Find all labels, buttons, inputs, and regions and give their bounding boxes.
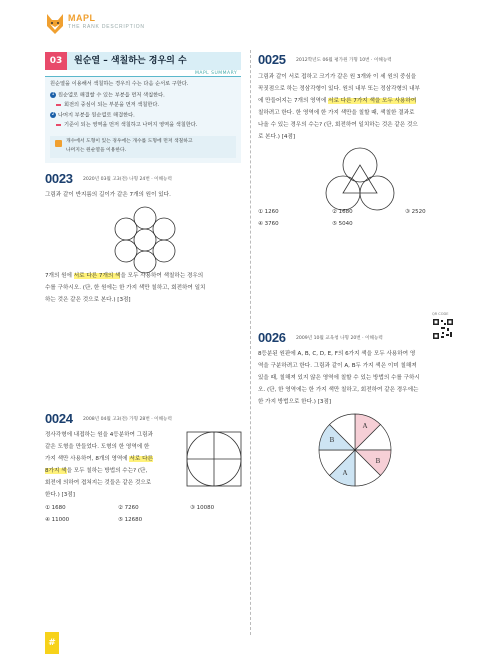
choice-1[interactable]: ① 1680 <box>45 505 66 511</box>
choice-1[interactable]: ① 1260 <box>258 209 279 215</box>
problem-text: 하는 것은 같은 것으로 본다.) [3점] <box>45 297 131 303</box>
summary-step-2: 2 나머지 부분을 원순열로 해결한다. <box>51 112 135 119</box>
problem-text: 꼭짓점으로 하는 정삼각형이 있다. 원의 내부 또는 정삼각형의 내부 <box>258 86 420 92</box>
problem-text: 그림과 같이 서로 접하고 크기가 같은 원 3개와 이 세 원의 중심을 <box>258 74 417 80</box>
choice-2[interactable]: ② 1680 <box>332 209 353 215</box>
problem-text: 칠하려고 한다. 한 영역에 한 가지 색만을 칠할 때, 색칠한 결과로 <box>258 110 415 116</box>
problem-text: 한 가지 방법으로 한다.) [3점] <box>258 399 332 405</box>
page-number: # <box>45 632 59 654</box>
section-number: 03 <box>45 52 67 70</box>
problem-text: 가지 색만 사용하여, 8개의 영역에 서로 다른 <box>45 456 153 462</box>
square-circle-figure <box>186 431 242 487</box>
problem-text: 수를 구하시오. (단, 한 원에는 한 가지 색만 칠하고, 회전하여 일치 <box>45 285 206 291</box>
choice-2[interactable]: ② 7260 <box>118 505 139 511</box>
problem-text: 로 본다.) [4점] <box>258 134 296 140</box>
problem-text: 7개의 원에 서로 다른 7개의 색을 모두 사용하여 색칠하는 경우의 <box>45 273 204 279</box>
brand-name: MAPL <box>68 13 96 23</box>
arrow-icon <box>56 104 61 106</box>
step-badge: 2 <box>51 112 55 117</box>
summary-step-1: 1 원순열로 해결할 수 있는 부분을 먼저 색칠한다. <box>51 92 165 99</box>
problem-text: 8등분된 원판에 A, B, C, D, E, F의 6가지 색을 모두 사용하여 영 <box>258 351 416 357</box>
problem-text: 에 만들어지는 7개의 영역에 서로 다른 7가지 색을 모두 사용하여 <box>258 98 417 104</box>
problem-text: 8가지 색을 모두 칠하는 방법의 수는? (단, <box>45 468 148 474</box>
eight-sector-disc-figure <box>315 410 395 490</box>
choice-5[interactable]: ⑤ 12680 <box>118 517 143 523</box>
tip-line-1: 개수에서 도형이 있는 경우에는 개수를 도형에 먼저 색칠하고 <box>66 139 193 144</box>
section-tag: MAPL SUMMARY <box>195 71 238 76</box>
column-divider <box>250 50 251 635</box>
step-badge: 1 <box>51 92 55 97</box>
problem-text: 같은 도형을 만들었다. 도형의 한 영역에 한 <box>45 444 150 450</box>
summary-step-2-detail: 기준이 되는 영역을 먼저 색칠하고 나머지 영역을 색칠한다. <box>56 122 197 129</box>
problem-meta: 2020년 03월 고3(전) 나형 24번 · 이해능력 <box>83 177 172 182</box>
problem-text: 회전에 의하여 겹쳐지는 것들은 같은 것으로 <box>45 480 152 486</box>
choice-4[interactable]: ④ 11000 <box>45 517 70 523</box>
problem-number: 0023 <box>45 171 73 186</box>
choice-4[interactable]: ④ 3760 <box>258 221 279 227</box>
problem-meta: 2012학년도 06월 평가원 가형 10번 · 이해능력 <box>296 58 392 63</box>
arrow-icon <box>56 124 61 126</box>
problem-text: 역을 구분하려고 한다. 그림과 같이 A, B두 가지 색은 이미 칠해져 <box>258 363 417 369</box>
problem-text: 나올 수 있는 경우의 수는? (단, 회전하여 일치하는 것은 같은 것으 <box>258 122 418 128</box>
choice-5[interactable]: ⑤ 5040 <box>332 221 353 227</box>
tip-icon <box>55 140 62 147</box>
qr-code-icon[interactable] <box>432 318 454 340</box>
sector-label: A <box>362 422 368 430</box>
three-circles-triangle-figure <box>315 145 405 215</box>
choice-3[interactable]: ③ 10080 <box>190 505 215 511</box>
problem-text: 정사각형에 내접하는 원을 4등분하여 그림과 <box>45 432 153 438</box>
seven-circles-figure <box>105 205 185 275</box>
summary-intro: 원순열을 이용해서 색칠하는 경우의 수는 다음 순서로 구한다. <box>50 81 189 87</box>
qr-label: QR CODE <box>432 312 449 316</box>
problem-text: 그림과 같이 반지름의 길이가 같은 7개의 원이 있다. <box>45 192 171 198</box>
problem-text: 한다.) [3점] <box>45 492 75 498</box>
fox-logo-icon <box>45 12 65 36</box>
section-title: 원순열 – 색칠하는 경우의 수 <box>74 56 187 66</box>
summary-step-1-detail: 회전의 중심이 되는 부분을 먼저 색칠한다. <box>56 102 159 109</box>
brand-subtitle: THE RANK DESCRIPTION <box>68 24 145 30</box>
problem-meta: 2008년 04월 고3(전) 가형 28번 · 이해능력 <box>83 417 172 422</box>
problem-number: 0026 <box>258 330 286 345</box>
problem-meta: 2009년 10월 교육청 나형 20번 · 이해능력 <box>296 336 383 341</box>
problem-text: 오. (단, 한 영역에는 한 가지 색만 칠하고, 회전하여 같은 경우에는 <box>258 387 419 393</box>
choice-3[interactable]: ③ 2520 <box>405 209 426 215</box>
sector-label: A <box>342 469 348 477</box>
problem-number: 0025 <box>258 52 286 67</box>
sector-label: B <box>329 436 335 444</box>
problem-number: 0024 <box>45 411 73 426</box>
problem-text: 있을 때, 칠해져 있지 않은 영역에 칠할 수 있는 방법의 수를 구하시 <box>258 375 420 381</box>
sector-label: B <box>375 457 381 465</box>
tip-line-2: 나머지는 원순열을 이용한다. <box>66 148 127 153</box>
